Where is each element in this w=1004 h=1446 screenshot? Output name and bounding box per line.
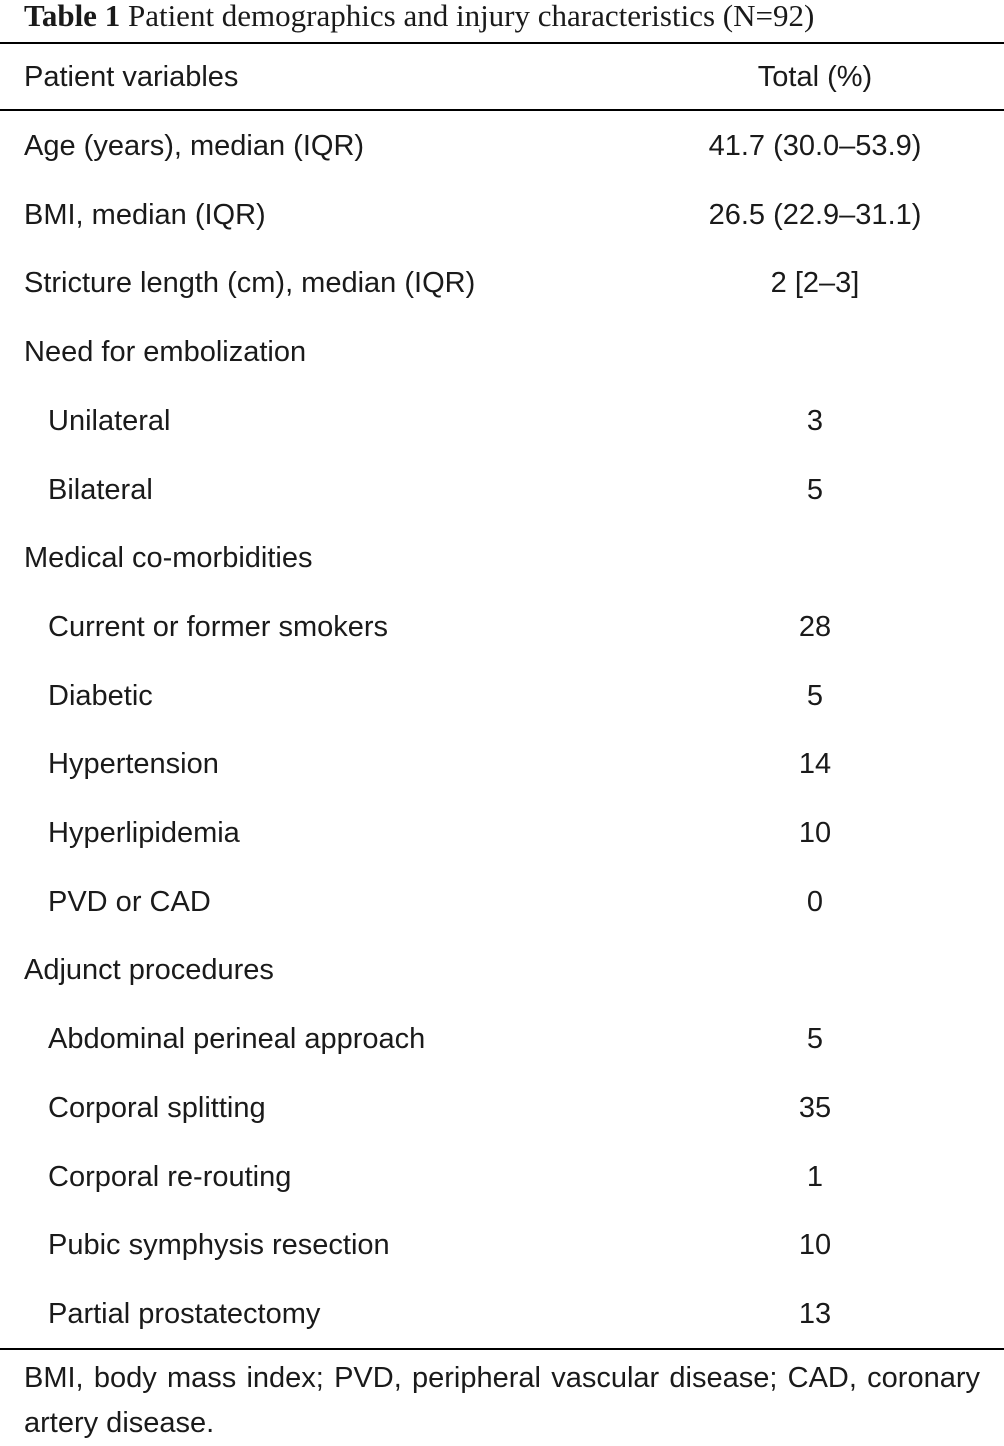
row-label: Age (years), median (IQR) (24, 130, 365, 162)
row-label: Need for embolization (24, 336, 307, 369)
table-caption-label: Table 1 (24, 0, 121, 33)
table-row (0, 730, 1004, 799)
table-row (0, 1005, 1004, 1074)
row-value: 2 [2–3] (770, 267, 860, 300)
row-value: 28 (798, 610, 832, 643)
row-label: Adjunct procedures (24, 954, 274, 987)
row-label: Corporal re-routing (48, 1160, 292, 1193)
table-row (0, 456, 1004, 525)
row-label: Hyperlipidemia (48, 817, 240, 849)
table-row (0, 318, 1004, 387)
row-value: 10 (798, 817, 832, 849)
table-row (0, 181, 1004, 250)
table-footnote: BMI, body mass index; PVD, peripheral vascular disease; CAD, coronary artery disease. (24, 1362, 980, 1439)
row-value: 3 (806, 404, 824, 437)
row-value: 10 (798, 1229, 832, 1262)
row-label: PVD or CAD (48, 885, 211, 918)
row-value: 5 (806, 1023, 824, 1056)
row-label: Hypertension (48, 748, 219, 781)
table-row (0, 387, 1004, 456)
row-label: Corporal splitting (48, 1091, 266, 1124)
row-value: 14 (798, 748, 832, 781)
row-value: 35 (798, 1091, 832, 1124)
row-label: Partial prostatectomy (48, 1297, 321, 1330)
row-value: 0 (806, 885, 824, 918)
table-header-rule (0, 109, 1004, 111)
row-value: 1 (806, 1160, 824, 1193)
table-row (0, 112, 1004, 181)
table-row (0, 593, 1004, 662)
header-total-percent: Total (%) (757, 61, 873, 93)
row-label: Abdominal perineal approach (48, 1023, 426, 1056)
row-label: Diabetic (48, 679, 153, 712)
table-row (0, 1280, 1004, 1349)
row-label: Medical co-morbidities (24, 542, 313, 575)
table-row (0, 1143, 1004, 1212)
row-label: Unilateral (48, 404, 171, 437)
row-value: 13 (798, 1297, 832, 1330)
table-header-row (0, 44, 1004, 110)
row-label: Bilateral (48, 473, 153, 506)
table-row (0, 936, 1004, 1005)
table-row (0, 868, 1004, 937)
row-value: 41.7 (30.0–53.9) (708, 130, 922, 162)
table-row (0, 524, 1004, 593)
row-value: 26.5 (22.9–31.1) (708, 198, 922, 231)
table-row (0, 249, 1004, 318)
table-row (0, 662, 1004, 731)
row-value: 5 (806, 679, 824, 712)
row-label: BMI, median (IQR) (24, 198, 266, 231)
table-row (0, 799, 1004, 868)
row-value: 5 (806, 473, 824, 506)
table-caption (24, 0, 814, 36)
row-label: Pubic symphysis resection (48, 1229, 390, 1262)
table-caption-text: Patient demographics and injury characteristics (N=92) (127, 0, 815, 33)
header-patient-variables: Patient variables (24, 61, 239, 93)
table-bottom-rule (0, 1348, 1004, 1350)
table-row (0, 1211, 1004, 1280)
row-label: Stricture length (cm), median (IQR) (24, 267, 476, 300)
table-row (0, 1074, 1004, 1143)
row-label: Current or former smokers (48, 610, 389, 643)
